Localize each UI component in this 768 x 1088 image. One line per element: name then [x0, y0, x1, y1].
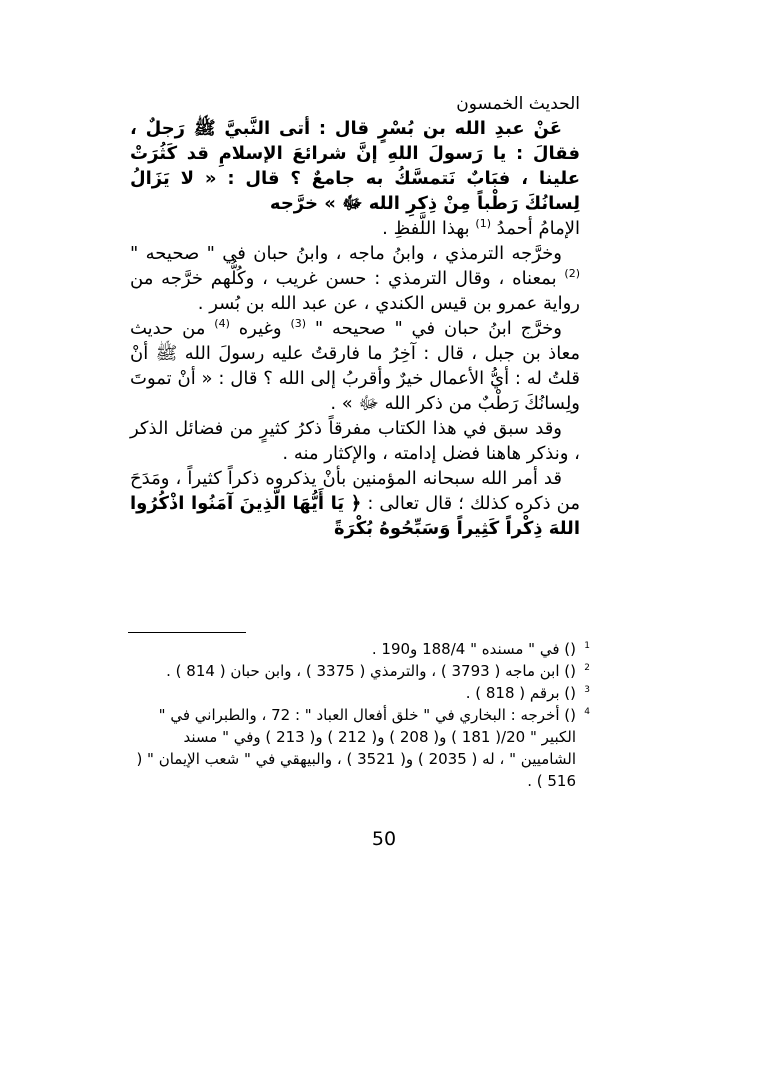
paragraph-1	[130, 216, 580, 241]
footnote-text: () في " مسنده " 188/4 و190 .	[371, 640, 576, 658]
footnote-text: () برقم ( 818 ) .	[465, 684, 576, 702]
paragraph-5-text: قد أمر الله سبحانه المؤمنين بأنْ يذكروه ذكراً كثيراً ، ومَدَحَ من ذكره كذلك ؛ قال تعالى :	[130, 468, 580, 514]
paragraph-2-text: وخرَّجه الترمذي ، وابنُ ماجه ، وابنُ حبان في " صحيحه "	[130, 243, 562, 264]
paragraph-2-text-after: بمعناه ، وقال الترمذي : حسن غريب ، وكُلُّهم خرَّجه من رواية عمرو بن قيس الكندي ، عن عبد الله بن بُسر .	[130, 268, 580, 314]
footnote-ref-2[interactable]: (2)	[564, 267, 580, 280]
footnote-2	[130, 660, 590, 682]
footnote-separator	[128, 632, 246, 633]
paragraph-4	[130, 416, 580, 466]
footnote-ref-4[interactable]: (4)	[214, 317, 230, 330]
paragraph-1-text-after: بهذا اللَّفظِ .	[382, 218, 470, 239]
footnote-ref-3[interactable]: (3)	[290, 317, 307, 330]
footnote-4	[130, 704, 590, 792]
quran-verse: ﴿ يَا أَيُّهَا الَّذِينَ آمَنُوا اذْكُرُوا اللهَ ذِكْراً كَثِيراً وَسَبِّحُوهُ بُكْرَةً	[130, 493, 580, 539]
footnote-number: 4	[584, 707, 590, 717]
footnote-number: 3	[584, 685, 590, 695]
page-number: 50	[371, 828, 397, 850]
footnote-text: () ابن ماجه ( 3793 ) ، والترمذي ( 3375 ) ، وابن حبان ( 814 ) .	[166, 662, 576, 680]
footnote-1	[130, 638, 590, 660]
footnote-number: 1	[584, 641, 590, 651]
hadith-title: الحديث الخمسون	[456, 94, 580, 114]
paragraph-3-text-after: من حديث معاذ بن جبل ، قال : آخِرُ ما فارقتُ عليه رسولَ الله ﷺ أنْ قلتُ له : أيُّ الأعمال خيرٌ وأقربُ إلى الله ؟ قال : « أنْ تموتَ ولِسانُكَ رَطْبٌ من ذكر الله ﷻ » .	[130, 318, 580, 414]
hadith-text	[130, 116, 580, 216]
paragraph-3-text: وخرَّج ابنُ حبان في " صحيحه "	[314, 318, 562, 339]
paragraph-4-text: وقد سبق في هذا الكتاب مفرقاً ذكرُ كثيرٍ من فضائل الذكر ، ونذكر هاهنا فضل إدامته ، والإكثار منه .	[130, 418, 580, 464]
footnote-number: 2	[584, 663, 590, 673]
paragraph-5	[130, 466, 580, 541]
main-text	[130, 92, 580, 541]
paragraph-1-text: الإمامُ أحمدُ	[496, 218, 580, 239]
footnotes	[130, 638, 590, 792]
paragraph-3-text-mid: وغيره	[238, 318, 282, 339]
footnote-text: () أخرجه : البخاري في " خلق أفعال العباد " : 72 ، والطبراني في " الكبير " 20/( 181 ) و( 208 ) و( 212 ) و( 213 ) وفي " مسند الشاميين " ، له ( 2035 ) و( 3521 ) ، والبيهقي في " شعب الإيمان " ( 516 ) .	[136, 706, 576, 790]
paragraph-2	[130, 241, 580, 316]
paragraph-3	[130, 316, 580, 416]
footnote-ref-1[interactable]: (1)	[475, 217, 492, 230]
hadith-text-body: عَنْ عبدِ الله بن بُسْرٍ قال : أتى النَّبيَّ ﷺ رَجلٌ ، فقالَ : يا رَسولَ اللهِ إنَّ شرائعَ الإسلامِ قد كَثُرَتْ علينا ، فبَابٌ نَتمسَّكُ به جامعٌ ؟ قال : « لا يَزَالُ لِسانُكَ رَطْباً مِنْ ذِكرِ الله ﷻ » خرَّجه	[130, 118, 580, 214]
footnote-3	[130, 682, 590, 704]
